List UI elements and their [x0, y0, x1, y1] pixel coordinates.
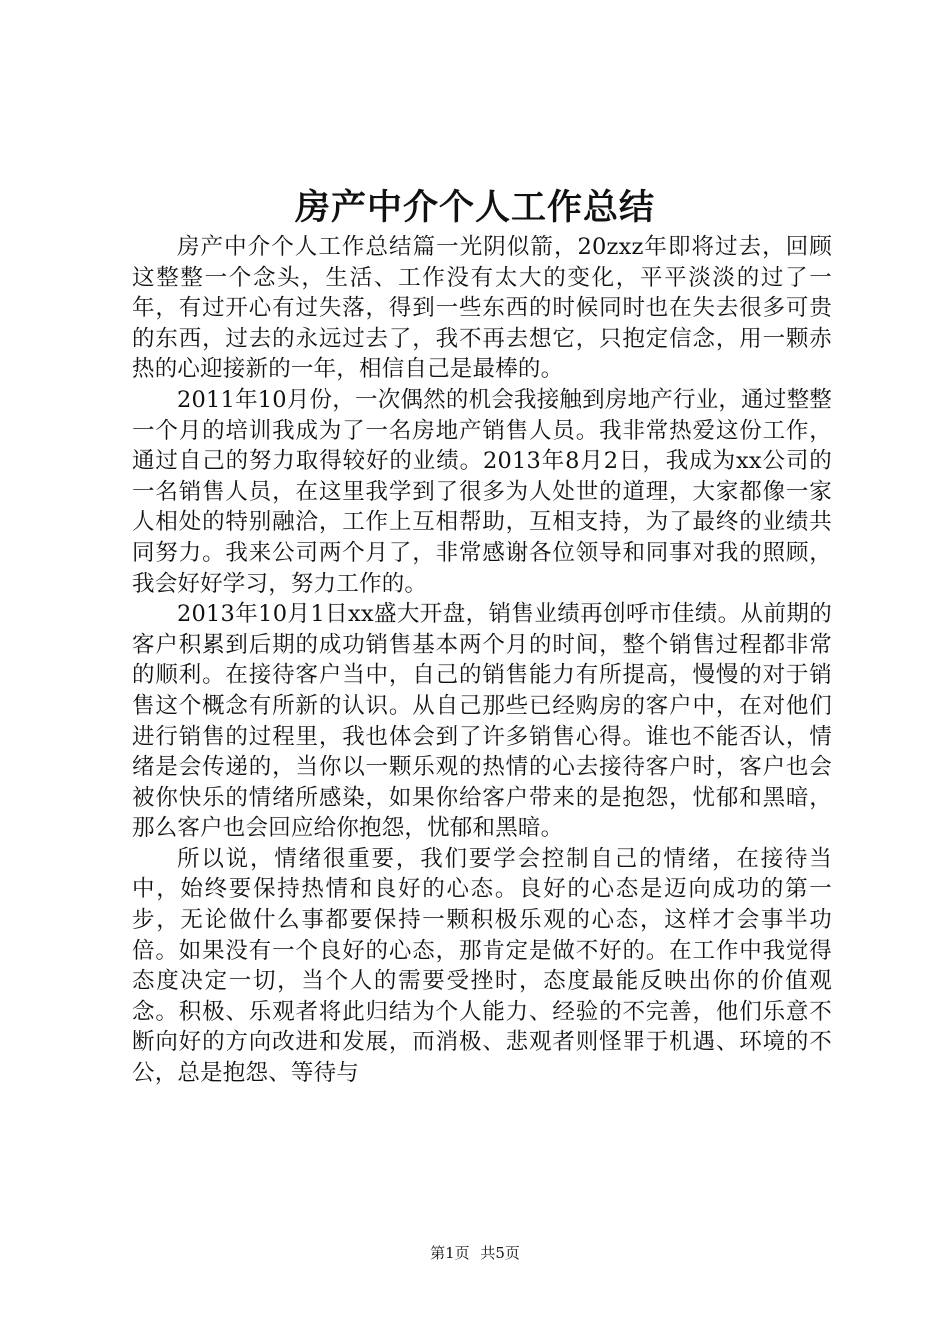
paragraph-4: 所以说，情绪很重要，我们要学会控制自己的情绪，在接待当中，始终要保持热情和良好的心态。良好的心态是迈向成功的第一步，无论做什么事都要保持一颗积极乐观的心态，这样才会事半功倍。如果没有一个良好的心态，那肯定是做不好的。在工作中我觉得态度决定一切，当个人的需要受挫时，态度最能反映出你的价值观念。积极、乐观者将此归结为个人能力、经验的不完善，他们乐意不断向好的方向改进和发展，而消极、悲观者则怪罪于机遇、环境的不公，总是抱怨、等待与: [132, 845, 832, 1087]
page-number: 第1页: [430, 1244, 470, 1262]
paragraph-1: 房产中介个人工作总结篇一光阴似箭，20zxz年即将过去，回顾这整整一个念头，生活、工作没有太大的变化，平平淡淡的过了一年，有过开心有过失落，得到一些东西的时候同时也在失去很多可贵的东西，过去的永远过去了，我不再去想它，只抱定信念，用一颗赤热的心迎接新的一年，相信自己是最棒的。: [132, 234, 832, 383]
page-total: 共5页: [480, 1244, 520, 1262]
document-body: [132, 232, 832, 1089]
paragraph-2: 2011年10月份，一次偶然的机会我接触到房地产行业，通过整整一个月的培训我成为了一名房地产销售人员。我非常热爱这份工作，通过自己的努力取得较好的业绩。2013年8月2日，我成为xx公司的一名销售人员，在这里我学到了很多为人处世的道理，大家都像一家人相处的特别融洽，工作上互相帮助，互相支持，为了最终的业绩共同努力。我来公司两个月了，非常感谢各位领导和同事对我的照顾，我会好好学习，努力工作的。: [132, 386, 832, 597]
page-footer: [0, 1242, 950, 1264]
document-title: 房产中介个人工作总结: [294, 188, 655, 228]
paragraph-3: 2013年10月1日xx盛大开盘，销售业绩再创呼市佳绩。从前期的客户积累到后期的成功销售基本两个月的时间，整个销售过程都非常的顺利。在接待客户当中，自己的销售能力有所提高，慢慢的对于销售这个概念有所新的认识。从自己那些已经购房的客户中，在对他们进行销售的过程里，我也体会到了许多销售心得。谁也不能否认，情绪是会传递的，当你以一颗乐观的热情的心去接待客户时，客户也会被你快乐的情绪所感染，如果你给客户带来的是抱怨，忧郁和黑暗，那么客户也会回应给你抱怨，忧郁和黑暗。: [132, 601, 832, 842]
